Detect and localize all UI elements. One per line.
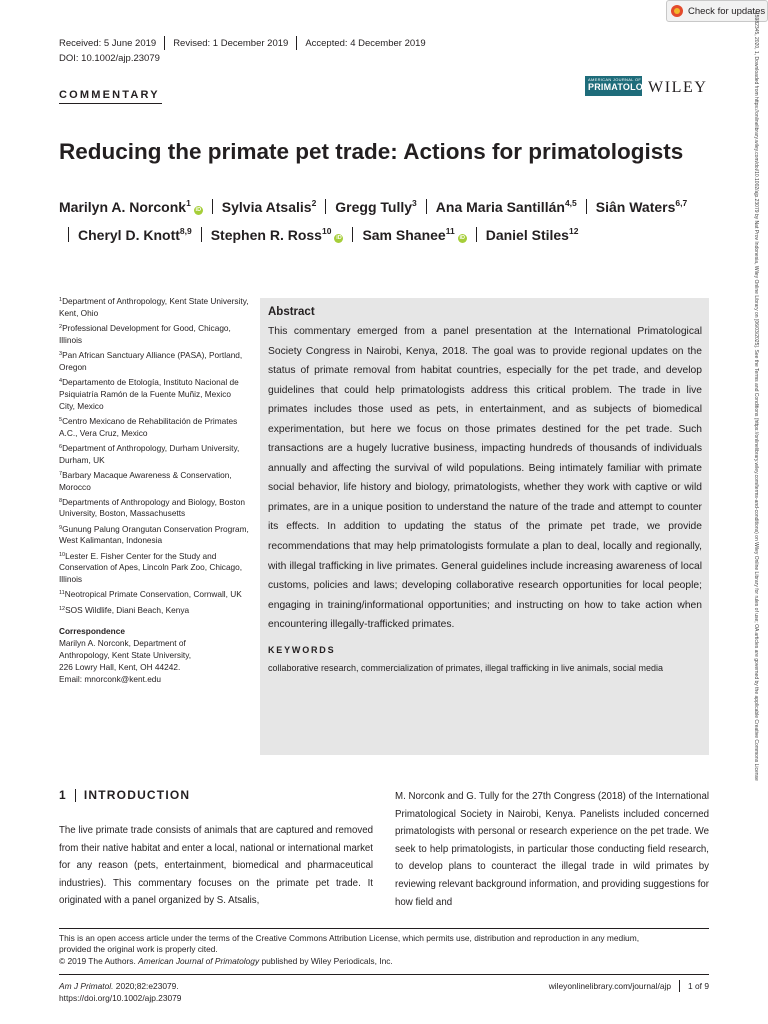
body-text-right-column: M. Norconk and G. Tully for the 27th Congress (2018) of the International Primatological Society in Nairobi, Kenya. Panelists included concerned primatologists with personal or research experience on the pet trade. We seek to help primatologists, in particular those conducting field research, to develop plans to counteract the illegal trade in wild primates by reviewing relevant background information, and providing suggestions for how field and	[395, 791, 709, 908]
download-notice-vertical	[750, 12, 760, 1012]
article-doi[interactable]: DOI: 10.1002/ajp.23079	[59, 53, 160, 64]
correspondence-line: Anthropology, Kent State University,	[59, 650, 192, 661]
crossmark-icon	[671, 5, 683, 17]
affiliation-text: Department of Anthropology, Kent State University, Kent, Ohio	[59, 296, 249, 318]
affiliation-number: 1	[59, 297, 63, 303]
divider	[75, 789, 76, 802]
affiliation-item	[59, 524, 249, 548]
article-title: Reducing the primate pet trade: Actions for primatologists	[59, 139, 684, 164]
affiliation-item	[59, 323, 249, 347]
journal-logo-name: PRIMATOLOGY	[588, 82, 657, 92]
author-name-text: Gregg Tully	[335, 199, 413, 215]
affiliation-number: 10	[59, 551, 66, 558]
footer-right	[400, 980, 709, 992]
author-list	[59, 193, 699, 249]
affiliation-number: 5	[59, 416, 63, 423]
author-name	[222, 199, 317, 215]
article-history	[59, 36, 426, 50]
author-affiliation-marker: 12	[568, 226, 579, 236]
affiliation-number: 7	[59, 470, 63, 477]
section-title: INTRODUCTION	[83, 788, 191, 802]
divider	[679, 980, 680, 992]
section-number: 1	[59, 788, 67, 802]
author-affiliation-marker: 1	[186, 198, 191, 208]
author-name	[59, 199, 203, 215]
author-separator	[212, 199, 213, 214]
affiliation-item	[59, 551, 249, 586]
affiliation-text: SOS Wildlife, Diani Beach, Kenya	[65, 604, 190, 615]
revised-date: Revised: 1 December 2019	[173, 37, 289, 49]
author-name-text: Siân Waters	[595, 199, 676, 215]
citation-journal: Am J Primatol.	[59, 981, 114, 991]
keywords-list: collaborative research, commercialization of primates, illegal trafficking in live animals, social media	[268, 662, 663, 673]
correspondence-line: Marilyn A. Norconk, Department of	[59, 638, 186, 649]
affiliation-text: Centro Mexicano de Rehabilitación de Primates A.C., Vera Cruz, Mexico	[59, 415, 238, 438]
affiliation-item	[59, 497, 249, 521]
author-name	[211, 227, 344, 243]
check-for-updates-label: Check for updates	[688, 5, 766, 17]
affiliation-text: Lester E. Fisher Center for the Study and Conservation of Apes, Lincoln Park Zoo, Chicago, Illinois	[59, 550, 243, 585]
orcid-icon[interactable]: iD	[459, 235, 465, 241]
affiliation-text: Barbary Macaque Awareness & Conservation, Morocco	[59, 469, 232, 492]
affiliation-item	[59, 470, 249, 494]
journal-website-link[interactable]: wileyonlinelibrary.com/journal/ajp	[548, 981, 672, 991]
section-label: COMMENTARY	[59, 89, 160, 101]
author-name	[335, 199, 416, 215]
author-affiliation-marker: 8,9	[179, 226, 192, 236]
affiliation-number: 2	[59, 323, 63, 330]
author-affiliation-marker: 2	[311, 198, 317, 208]
publisher-logo[interactable]: WILEY	[648, 79, 708, 96]
author-name-text: Cheryl D. Knott	[78, 227, 180, 243]
author-name	[596, 199, 687, 215]
affiliation-item	[59, 377, 249, 412]
abstract-box	[260, 298, 709, 755]
affiliation-item	[59, 443, 249, 467]
download-notice-text: 15982345, 2020, 1, Downloaded from https://onlinelibrary.wiley.com/doi/10.1002/ajp.23079 by Nat Prov Indonesia, Wiley Online Library on [06/03/2025]. See the Terms and Conditions (https://onlinelibrary.wiley.com/terms-and-conditions) on Wiley Online Library for rules of use; OA articles are governed by the applicable Creative Commons License	[753, 12, 759, 781]
affiliation-item	[59, 350, 249, 374]
abstract-text: This commentary emerged from a panel presentation at the International Primatological Society Congress in Nairobi, Kenya, 2018. The goal was to provide regional updates on the status of primate removal from habitat countries, especially for the pet trade, and develop guidelines that could help primatologists address this critical problem. The trade in live primates includes those used as pets, in entertainment, and as subjects of biomedical experimentation, but here we focus on those primates destined for the pet trade. Such transactions are a hugely lucrative business, impacting hundreds of thousands of individuals annually and affecting the survival of wild populations. Being intimately familiar with primate social behavior, life history and biology, primatologists, whether they work with captive or wild primates, are in a unique position to understand the nature of the trade and attempt to counter its effects. In addition to updating the status of the primate pet trade, we provide recommendations that may help primatologists formulate a plan to deal, locally and regionally, with illegal trafficking in live primates. General guidelines include increasing awareness of local customs, policies and laws; developing collaborative research opportunities for local people; engaging in training/informational opportunities; and instructing on how to take action when encountering illegally-trafficked primates.	[268, 326, 702, 631]
affiliation-text: Department of Anthropology, Durham University, Durham, UK	[59, 442, 240, 465]
accepted-date: Accepted: 4 December 2019	[305, 37, 426, 49]
section-heading	[59, 788, 190, 802]
license-line: provided the original work is properly cited.	[59, 944, 218, 955]
author-name	[436, 199, 577, 215]
copyright-prefix: © 2019 The Authors.	[59, 955, 136, 966]
footer-rule	[59, 928, 709, 929]
author-separator	[586, 199, 587, 214]
affiliation-number: 12	[59, 605, 66, 612]
affiliation-item	[59, 589, 249, 601]
author-separator	[426, 199, 427, 214]
affiliation-item	[59, 605, 249, 617]
license-notice	[59, 933, 711, 967]
affiliations	[59, 296, 249, 685]
correspondence-line: 226 Lowry Hall, Kent, OH 44242.	[59, 661, 181, 672]
affiliation-number: 9	[59, 524, 63, 531]
author-affiliation-marker: 6,7	[675, 198, 688, 208]
affiliation-item	[59, 416, 249, 440]
affiliation-number: 6	[59, 443, 63, 450]
citation-line	[59, 980, 181, 992]
citation-doi-link[interactable]: https://doi.org/10.1002/ajp.23079	[59, 993, 182, 1003]
author-name-text: Stephen R. Ross	[210, 227, 322, 243]
author-affiliation-marker: 4,5	[564, 198, 577, 208]
author-affiliation-marker: 11	[445, 226, 455, 236]
author-name-text: Sylvia Atsalis	[221, 199, 312, 215]
citation	[59, 980, 181, 1004]
author-affiliation-marker: 10	[321, 226, 332, 236]
author-separator	[68, 227, 69, 242]
affiliation-text: Pan African Sanctuary Alliance (PASA), Portland, Oregon	[59, 349, 243, 372]
affiliation-text: Professional Development for Good, Chicago, Illinois	[59, 322, 231, 345]
author-name-text: Marilyn A. Norconk	[59, 199, 187, 215]
author-separator	[352, 227, 353, 242]
citation-volume: 2020;82:e23079.	[115, 981, 179, 991]
abstract-heading: Abstract	[268, 306, 315, 318]
affiliation-number: 4	[59, 377, 63, 384]
license-line: This is an open access article under the terms of the Creative Commons Attribution License, which permits use, distribution and reproduction in any medium,	[59, 933, 640, 943]
divider	[164, 36, 165, 50]
copyright-journal: American Journal of Primatology	[138, 955, 260, 966]
author-affiliation-marker: 3	[412, 198, 417, 208]
orcid-icon[interactable]: iD	[336, 235, 342, 241]
keywords-heading: KEYWORDS	[268, 644, 336, 655]
correspondence-heading: Correspondence	[59, 626, 125, 637]
author-separator	[201, 227, 202, 242]
affiliation-text: Departments of Anthropology and Biology, Boston University, Boston, Massachusetts	[59, 496, 246, 519]
divider	[296, 36, 297, 50]
author-separator	[325, 199, 326, 214]
affiliation-number: 3	[59, 350, 63, 357]
affiliation-number: 8	[59, 497, 63, 504]
journal-logo[interactable]	[585, 76, 657, 96]
affiliation-number: 11	[59, 590, 65, 597]
affiliation-text: Gunung Palung Orangutan Conservation Program, West Kalimantan, Indonesia	[59, 523, 249, 546]
author-name-text: Ana Maria Santillán	[435, 199, 565, 215]
copyright-suffix: published by Wiley Periodicals, Inc.	[261, 955, 393, 966]
page-number: 1 of 9	[688, 981, 709, 991]
author-separator	[476, 227, 477, 242]
affiliation-text: Departamento de Etología, Instituto Nacional de Psiquiatría Ramón de la Fuente Muñiz, Mexico City, Mexico	[59, 376, 239, 411]
section-label-rule	[59, 103, 162, 104]
orcid-icon[interactable]: iD	[195, 207, 202, 213]
author-name	[78, 227, 192, 243]
copyright-line	[59, 956, 711, 967]
author-name	[486, 227, 579, 243]
author-name-text: Daniel Stiles	[485, 227, 569, 243]
affiliation-item	[59, 296, 249, 320]
correspondence-email[interactable]: Email: mnorconk@kent.edu	[59, 673, 162, 684]
author-name	[362, 227, 466, 243]
received-date: Received: 5 June 2019	[59, 37, 157, 49]
affiliation-text: Neotropical Primate Conservation, Cornwall, UK	[64, 589, 242, 600]
author-name-text: Sam Shanee	[362, 227, 446, 243]
body-text-left-column: The live primate trade consists of animals that are captured and removed from their native habitat and enter a local, national or international market for any reason (pets, entertainment, biomedical and pharmaceutical industries). This commentary focuses on the primate pet trade. It originated with a panel organized by S. Atsalis,	[59, 825, 373, 907]
footer-rule	[59, 974, 709, 975]
journal-logo-small-text: AMERICAN JOURNAL OF	[588, 77, 642, 82]
